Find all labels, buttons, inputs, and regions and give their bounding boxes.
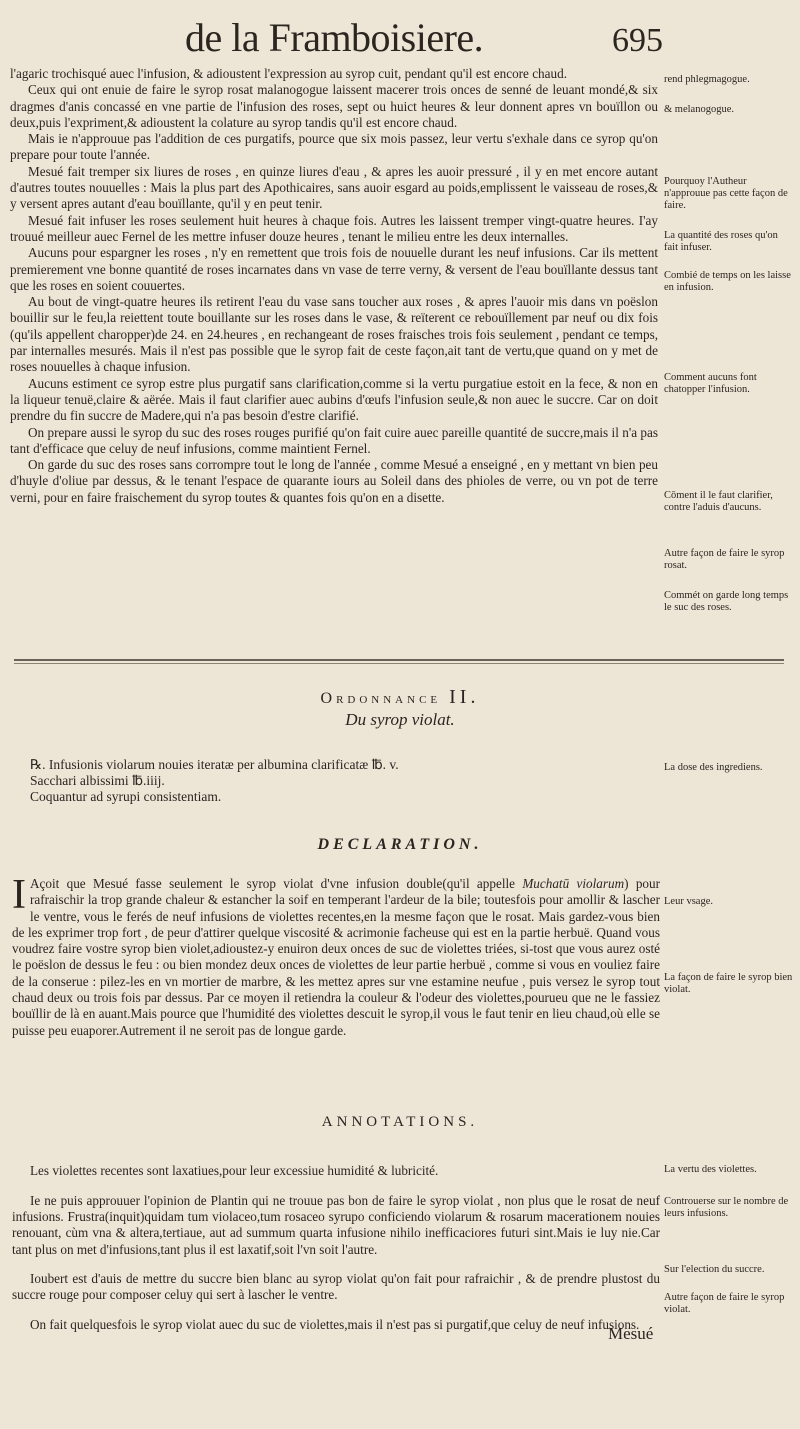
margin-note: Leur vsage.	[664, 896, 713, 907]
section-divider	[14, 659, 784, 661]
margin-note: La façon de faire le syrop bien violat.	[664, 972, 793, 995]
margin-note: Autre façon de faire le syrop violat.	[664, 1292, 785, 1315]
declaration-heading: DECLARATION.	[317, 836, 483, 853]
margin-note: Combié de temps on les laisse en infusion.	[664, 270, 791, 293]
recipe-line: ℞. Infusionis violarum nouies iteratæ per albumina clarificatæ ℔. v.	[30, 757, 399, 772]
ordonnance-subtitle: Du syrop violat.	[345, 710, 455, 729]
ordonnance-label: Ordonnance	[320, 690, 442, 707]
paragraph: Aucuns pour espargner les roses , n'y en remettent que trois fois de nouuelle durant les neuf infusions. Car ils mettent premierement vne bonne quantité de roses incarnates dans vn vase de terre verny, & versent de l'eau bouïllante dessus tant que les roses en soient couuertes.	[10, 245, 658, 293]
declaration-part: ) pour rafraischir la trop grande chaleur & estancher la soif en temperant l'ardeur de la bile; toutesfois pour amollir & lascher le ventre, vous le ferés de neuf infusions de violettes recentes,en la mesme façon que le rosat. Mais gardez-vous bien de les exprimer trop fort , de peur d'attirer quelque viscosité & acrimonie facheuse qui est en la partie herbuë. Quand vous voudrez faire vostre syrop bien violet,adioustez-y enuiron deux onces de suc de violettes triées, si-tost que vous aurez osté le poëslon de dessus le feu : ou bien mondez deux onces de violettes de leur partie herbuë , comme si vous en vouliez faire de la conserue : pilez-les en vn mortier de marbre, & les mettez apres sur vne estamine neufue , puis versez le syrop tout chaud deux ou trois fois par dessus. Par ce moyen il retiendra la couleur & l'odeur des violettes,pourueu que ne le fassiez bouïllir de là en auant.Mais pource que l'humidité des violettes descuit le syrop,il vous le faut tenir en lieu chaud,où elle se puisse peu euaporer.Autrement il ne seroit pas de longue garde.	[12, 876, 660, 1038]
recipe-line: Sacchari albissimi ℔.iiij.	[30, 773, 165, 788]
recipe	[30, 757, 590, 805]
ordonnance-number: II.	[449, 686, 480, 708]
paragraph: Mesué fait tremper six liures de roses , en quinze liures d'eau , & apres les auoir pressuré , il y en met encore autant d'autres toutes nouuelles : Mais la plus part des Apothicaires, sans auoir esgard au poids,emplissent le vaisseau de roses,& y versent apres autant d'eau bouïllante, qu'il y en peut tenir.	[10, 163, 658, 212]
paragraph: On garde du suc des roses sans corrompre tout le long de l'année , comme Mesué a enseigné , en y mettant vn bien peu d'huyle d'oliue par dessus, & le tenant l'espace de quarante iours au Soleil dans des phioles de verre, ou vn pot de terre verni, pour en faire fraischement du syrop toutes & quantes fois qu'on en a disette.	[10, 457, 658, 505]
drop-cap: I	[12, 872, 26, 918]
ordonnance-heading	[0, 686, 800, 709]
recipe-line: Coquantur ad syrupi consistentiam.	[30, 789, 222, 804]
paragraph: Ceux qui ont enuie de faire le syrop rosat malanogogue laissent macerer trois onces de senné de leuant mondé,& six dragmes d'anis concassé en vne partie de l'infusion des roses, sept ou huict heures & leur donnent apres vn bouïllon ou deux,puis l'expriment,& adioustent la colature au syrop tandis qu'il est encore chaud.	[10, 82, 658, 130]
margin-note: Comment aucuns font chatopper l'infusion.	[664, 372, 757, 395]
declaration-part: Açoit que Mesué fasse seulement le syrop violat d'vne infusion double(qu'il appelle	[30, 876, 523, 891]
paragraph: Aucuns estiment ce syrop estre plus purgatif sans clarification,comme si la vertu purgatiue estoit en la fece, & non en la liqueur tenuë,claire & aërée. Mais il faut clarifier auec aubins d'œufs l'infusion seule,& non auec le succre. Car on doit prendre du fin succre de Madere,qui n'a pas besoin d'estre clarifié.	[10, 375, 658, 424]
paragraph: Ie ne puis approuuer l'opinion de Plantin qui ne trouue pas bon de faire le syrop violat , non plus que le rosat de neuf infusions. Frustra(inquit)quidam tum violaceo,tum rosaceo syrupo conficiendo violarum & rosarum macerationem nouies renouant, cùm vna & altera,tertiaue, aut ad summum quarta infusione nihilo inefficaciores futuri sint.Mais ie luy nie.Car tant plus on met d'infusions,tant plus il est laxatif,soit l'vn soit l'autre.	[12, 1192, 660, 1257]
margin-note: La dose des ingrediens.	[664, 762, 763, 773]
annotations-text	[12, 1150, 660, 1346]
margin-note: Pourquoy l'Autheur n'approuue pas cette façon de faire.	[664, 176, 788, 211]
annotations-heading: ANNOTATIONS.	[321, 1114, 479, 1130]
paragraph: On prepare aussi le syrop du suc des roses rouges purifié qu'on fait cuire auec pareille quantité de succre,mais il n'a pas tant d'efficace que celuy de neuf infusions, comme maintient Fernel.	[10, 424, 658, 456]
paragraph: Les violettes recentes sont laxatiues,pour leur excessiue humidité & lubricité.	[30, 1163, 439, 1179]
paragraph: Au bout de vingt-quatre heures ils retirent l'eau du vase sans toucher aux roses , & apres l'auoir mis dans vn poëslon bouillir sur le feu,la reiettent toute bouillante sur les roses dans le vase, & reïterent ce rebouïllement par neuf ou dix fois (qu'ils appellent charopper)de 24. en 24.heures , en rechangeant de roses fraisches trois fois seulement , pendant ce temps, par internalles mesurés. Mais il n'est pas possible que le syrop fait de ceste façon,ait tant de vertu,que quand on y met de roses nouuelles à chaque infusion.	[10, 294, 658, 375]
declaration-italic: Muchatū violarum	[522, 876, 625, 891]
catchword: Mesué	[608, 1324, 654, 1343]
paragraph: l'agaric trochisqué auec l'infusion, & adioustent l'expression au syrop cuit, pendant qu'il est encore chaud.	[10, 66, 567, 81]
paragraph: Mesué fait infuser les roses seulement huit heures à chaque fois. Autres les laissent tremper vingt-quatre heures. I'ay trouué meilleur auec Fernel de les mettre infuser douze heures , tenant le milieu entre les deux internalles.	[10, 212, 658, 244]
margin-note: La vertu des violettes.	[664, 1164, 757, 1175]
margin-note: Autre façon de faire le syrop rosat.	[664, 548, 785, 571]
margin-note: Commét on garde long temps le suc des roses.	[664, 590, 789, 613]
margin-note: Controuerse sur le nombre de leurs infusions.	[664, 1196, 789, 1219]
page-number: 695	[612, 22, 663, 59]
margin-note: Cōment il le faut clarifier, contre l'aduis d'aucuns.	[664, 490, 773, 513]
margin-note: & melanogogue.	[664, 104, 734, 115]
margin-note: La quantité des roses qu'on fait infuser.	[664, 230, 778, 253]
section-syrop-rosat	[10, 66, 658, 506]
running-title: de la Framboisiere.	[185, 15, 484, 60]
margin-note: Sur l'election du succre.	[664, 1264, 765, 1275]
paragraph: Mais ie n'approuue pas l'addition de ces purgatifs, pource que six mois passez, leur vertu s'exhale dans ce syrop qu'on prepare pour toute l'année.	[10, 131, 658, 163]
declaration-text	[12, 872, 660, 1039]
paragraph: Ioubert est d'auis de mettre du succre bien blanc au syrop violat qu'on fait pour rafraichir , & de prendre plustost du succre rouge pour composer celuy qui sert à lascher le ventre.	[12, 1271, 660, 1303]
paragraph: On fait quelquesfois le syrop violat auec du suc de violettes,mais il n'est pas si purgatif,que celuy de neuf infusions.	[30, 1316, 640, 1332]
section-divider	[14, 663, 784, 664]
margin-note: rend phlegmagogue.	[664, 74, 750, 85]
